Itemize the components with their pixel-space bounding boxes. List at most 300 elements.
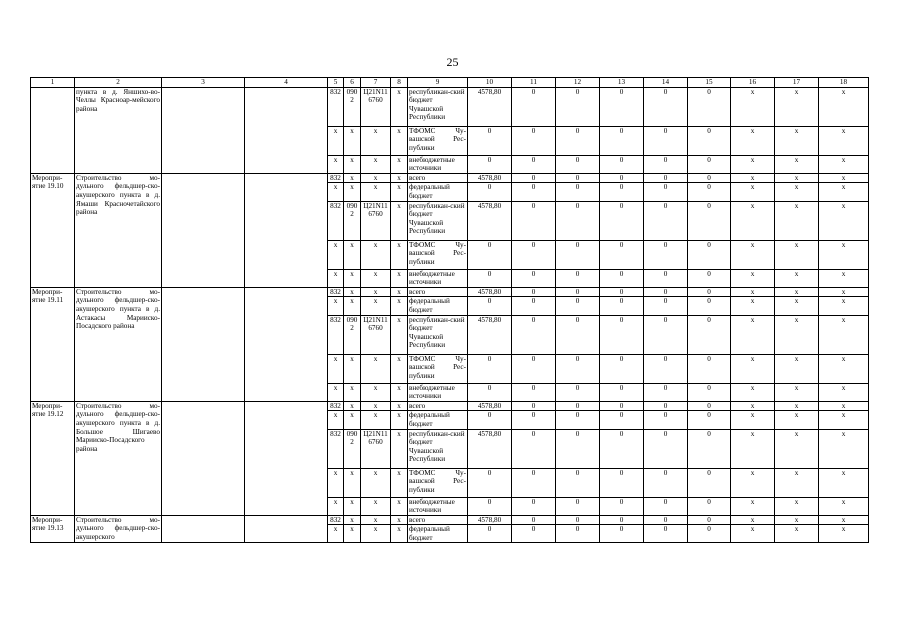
value-c10: 0 <box>468 525 512 543</box>
value-c11: 0 <box>512 183 556 201</box>
col-3-cell <box>162 173 245 287</box>
value-c17: x <box>775 411 819 429</box>
value-c15: 0 <box>688 411 731 429</box>
column-number-11: 11 <box>512 78 556 88</box>
value-c14: 0 <box>644 240 688 269</box>
col-3-cell <box>162 287 245 401</box>
value-c15: 0 <box>688 297 731 315</box>
value-c14: 0 <box>644 411 688 429</box>
value-c14: 0 <box>644 383 688 401</box>
value-c13: 0 <box>600 287 644 297</box>
section-code: x <box>344 297 361 315</box>
value-c16: x <box>731 383 775 401</box>
column-number-3: 3 <box>162 78 245 88</box>
value-c12: 0 <box>556 354 600 383</box>
column-number-5: 5 <box>328 78 344 88</box>
expense-type-code: x <box>391 383 408 401</box>
value-c18: x <box>819 525 869 543</box>
value-c15: 0 <box>688 287 731 297</box>
funding-source: федеральный бюджет <box>408 525 468 543</box>
target-article-code: x <box>361 525 391 543</box>
funding-source: федеральный бюджет <box>408 411 468 429</box>
funding-source: ТФОМС Чу-вашской Рес-публики <box>408 468 468 497</box>
funding-source: всего <box>408 287 468 297</box>
value-c15: 0 <box>688 201 731 240</box>
table-row <box>31 87 869 126</box>
value-c16: x <box>731 269 775 287</box>
value-c17: x <box>775 126 819 155</box>
value-c17: x <box>775 87 819 126</box>
section-code: x <box>344 269 361 287</box>
column-number-14: 14 <box>644 78 688 88</box>
expense-type-code: x <box>391 497 408 515</box>
value-c11: 0 <box>512 401 556 411</box>
value-c16: x <box>731 525 775 543</box>
target-article-code: x <box>361 173 391 183</box>
value-c15: 0 <box>688 401 731 411</box>
value-c13: 0 <box>600 173 644 183</box>
value-c18: x <box>819 183 869 201</box>
value-c17: x <box>775 297 819 315</box>
table-row <box>31 173 869 183</box>
value-c13: 0 <box>600 201 644 240</box>
value-c12: 0 <box>556 497 600 515</box>
value-c14: 0 <box>644 429 688 468</box>
funding-source: республикан-ский бюджет Чувашской Республики <box>408 429 468 468</box>
value-c17: x <box>775 525 819 543</box>
section-code: x <box>344 173 361 183</box>
value-c11: 0 <box>512 155 556 173</box>
value-c16: x <box>731 183 775 201</box>
value-c10: 0 <box>468 155 512 173</box>
target-article-code: x <box>361 411 391 429</box>
target-article-code: Ц21N11 6760 <box>361 429 391 468</box>
section-code: x <box>344 515 361 525</box>
value-c12: 0 <box>556 468 600 497</box>
expense-type-code: x <box>391 354 408 383</box>
value-c18: x <box>819 126 869 155</box>
value-c12: 0 <box>556 269 600 287</box>
value-c17: x <box>775 201 819 240</box>
value-c14: 0 <box>644 155 688 173</box>
value-c14: 0 <box>644 183 688 201</box>
target-article-code: x <box>361 126 391 155</box>
value-c12: 0 <box>556 287 600 297</box>
value-c18: x <box>819 201 869 240</box>
section-code: x <box>344 468 361 497</box>
value-c15: 0 <box>688 183 731 201</box>
target-article-code: Ц21N11 6760 <box>361 87 391 126</box>
value-c13: 0 <box>600 240 644 269</box>
grbs-code: x <box>328 525 344 543</box>
col-4-cell <box>245 173 328 287</box>
value-c15: 0 <box>688 155 731 173</box>
section-code: 0902 <box>344 315 361 354</box>
value-c13: 0 <box>600 155 644 173</box>
value-c16: x <box>731 497 775 515</box>
value-c10: 0 <box>468 354 512 383</box>
value-c10: 4578,80 <box>468 429 512 468</box>
expense-type-code: x <box>391 240 408 269</box>
funding-source: республикан-ский бюджет Чувашской Республики <box>408 87 468 126</box>
value-c11: 0 <box>512 315 556 354</box>
value-c16: x <box>731 201 775 240</box>
value-c16: x <box>731 515 775 525</box>
value-c11: 0 <box>512 525 556 543</box>
expense-type-code: x <box>391 173 408 183</box>
target-article-code: x <box>361 183 391 201</box>
value-c16: x <box>731 429 775 468</box>
col-4-cell <box>245 87 328 173</box>
funding-source: внебюджетные источники <box>408 269 468 287</box>
value-c11: 0 <box>512 240 556 269</box>
value-c15: 0 <box>688 525 731 543</box>
activity-label <box>31 87 75 173</box>
column-number-1: 1 <box>31 78 75 88</box>
value-c15: 0 <box>688 315 731 354</box>
value-c11: 0 <box>512 287 556 297</box>
grbs-code: x <box>328 468 344 497</box>
value-c15: 0 <box>688 269 731 287</box>
value-c10: 0 <box>468 269 512 287</box>
value-c13: 0 <box>600 525 644 543</box>
target-article-code: x <box>361 240 391 269</box>
activity-label: Меропри-ятие 19.12 <box>31 401 75 515</box>
value-c18: x <box>819 383 869 401</box>
value-c15: 0 <box>688 429 731 468</box>
value-c18: x <box>819 240 869 269</box>
value-c18: x <box>819 411 869 429</box>
grbs-code: x <box>328 183 344 201</box>
funding-source: всего <box>408 173 468 183</box>
value-c10: 0 <box>468 497 512 515</box>
col-3-cell <box>162 401 245 515</box>
value-c15: 0 <box>688 515 731 525</box>
value-c14: 0 <box>644 126 688 155</box>
funding-source: федеральный бюджет <box>408 183 468 201</box>
funding-source: республикан-ский бюджет Чувашской Республики <box>408 315 468 354</box>
value-c12: 0 <box>556 87 600 126</box>
value-c13: 0 <box>600 354 644 383</box>
value-c18: x <box>819 287 869 297</box>
value-c10: 4578,80 <box>468 315 512 354</box>
value-c16: x <box>731 87 775 126</box>
value-c14: 0 <box>644 87 688 126</box>
expense-type-code: x <box>391 515 408 525</box>
value-c14: 0 <box>644 401 688 411</box>
activity-description: Строительство мо-дульного фельдшер-ско-акушерского пункта в д. Большое Шигаево Марииско-Посадского района <box>75 401 162 515</box>
col-4-cell <box>245 287 328 401</box>
value-c10: 0 <box>468 126 512 155</box>
value-c17: x <box>775 468 819 497</box>
target-article-code: Ц21N11 6760 <box>361 315 391 354</box>
value-c13: 0 <box>600 87 644 126</box>
expense-type-code: x <box>391 87 408 126</box>
column-number-12: 12 <box>556 78 600 88</box>
grbs-code: x <box>328 354 344 383</box>
value-c10: 0 <box>468 411 512 429</box>
value-c18: x <box>819 87 869 126</box>
section-code: x <box>344 240 361 269</box>
value-c12: 0 <box>556 411 600 429</box>
value-c13: 0 <box>600 315 644 354</box>
value-c13: 0 <box>600 411 644 429</box>
value-c11: 0 <box>512 87 556 126</box>
budget-table <box>30 77 869 543</box>
value-c15: 0 <box>688 497 731 515</box>
col-3-cell <box>162 87 245 173</box>
grbs-code: 832 <box>328 429 344 468</box>
page-number: 25 <box>446 55 459 69</box>
value-c17: x <box>775 354 819 383</box>
value-c15: 0 <box>688 126 731 155</box>
section-code: x <box>344 401 361 411</box>
value-c18: x <box>819 297 869 315</box>
section-code: x <box>344 411 361 429</box>
activity-label: Меропри-ятие 19.11 <box>31 287 75 401</box>
funding-source: федеральный бюджет <box>408 297 468 315</box>
value-c14: 0 <box>644 201 688 240</box>
expense-type-code: x <box>391 155 408 173</box>
funding-source: республикан-ский бюджет Чувашской Республики <box>408 201 468 240</box>
column-number-10: 10 <box>468 78 512 88</box>
table-row <box>31 287 869 297</box>
funding-source: ТФОМС Чу-вашской Рес-публики <box>408 126 468 155</box>
value-c13: 0 <box>600 468 644 497</box>
value-c11: 0 <box>512 515 556 525</box>
column-number-17: 17 <box>775 78 819 88</box>
value-c18: x <box>819 468 869 497</box>
target-article-code: x <box>361 354 391 383</box>
section-code: x <box>344 497 361 515</box>
target-article-code: Ц21N11 6760 <box>361 201 391 240</box>
grbs-code: 832 <box>328 315 344 354</box>
value-c18: x <box>819 429 869 468</box>
funding-source: всего <box>408 401 468 411</box>
column-number-18: 18 <box>819 78 869 88</box>
value-c12: 0 <box>556 515 600 525</box>
value-c16: x <box>731 287 775 297</box>
value-c17: x <box>775 287 819 297</box>
expense-type-code: x <box>391 183 408 201</box>
value-c18: x <box>819 173 869 183</box>
value-c16: x <box>731 126 775 155</box>
value-c14: 0 <box>644 297 688 315</box>
column-number-15: 15 <box>688 78 731 88</box>
table-row <box>31 515 869 525</box>
grbs-code: 832 <box>328 173 344 183</box>
value-c10: 4578,80 <box>468 287 512 297</box>
target-article-code: x <box>361 297 391 315</box>
value-c18: x <box>819 155 869 173</box>
value-c13: 0 <box>600 183 644 201</box>
value-c12: 0 <box>556 315 600 354</box>
value-c10: 0 <box>468 183 512 201</box>
grbs-code: 832 <box>328 87 344 126</box>
value-c15: 0 <box>688 87 731 126</box>
value-c10: 4578,80 <box>468 201 512 240</box>
value-c12: 0 <box>556 429 600 468</box>
col-4-cell <box>245 515 328 543</box>
section-code: x <box>344 354 361 383</box>
value-c10: 0 <box>468 297 512 315</box>
value-c13: 0 <box>600 297 644 315</box>
value-c17: x <box>775 240 819 269</box>
target-article-code: x <box>361 269 391 287</box>
target-article-code: x <box>361 155 391 173</box>
activity-description: Строительство мо-дульного фельдшер-ско-акушерского пункта в д. Астакасы Марииско-Посадского района <box>75 287 162 401</box>
column-number-7: 7 <box>361 78 391 88</box>
value-c10: 4578,80 <box>468 401 512 411</box>
grbs-code: x <box>328 383 344 401</box>
expense-type-code: x <box>391 401 408 411</box>
value-c12: 0 <box>556 401 600 411</box>
value-c10: 4578,80 <box>468 173 512 183</box>
value-c17: x <box>775 429 819 468</box>
value-c13: 0 <box>600 269 644 287</box>
section-code: 0902 <box>344 429 361 468</box>
value-c11: 0 <box>512 497 556 515</box>
value-c15: 0 <box>688 468 731 497</box>
value-c17: x <box>775 315 819 354</box>
value-c13: 0 <box>600 429 644 468</box>
value-c16: x <box>731 297 775 315</box>
value-c13: 0 <box>600 515 644 525</box>
value-c13: 0 <box>600 497 644 515</box>
value-c13: 0 <box>600 383 644 401</box>
activity-description: Строительство мо-дульного фельдшер-ско-акушерского пункта в д. Ямаши Красночетайского района <box>75 173 162 287</box>
value-c16: x <box>731 354 775 383</box>
section-code: 0902 <box>344 201 361 240</box>
grbs-code: 832 <box>328 515 344 525</box>
target-article-code: x <box>361 383 391 401</box>
expense-type-code: x <box>391 525 408 543</box>
col-4-cell <box>245 401 328 515</box>
column-number-16: 16 <box>731 78 775 88</box>
value-c10: 0 <box>468 383 512 401</box>
value-c12: 0 <box>556 183 600 201</box>
value-c14: 0 <box>644 315 688 354</box>
activity-label: Меропри-ятие 19.10 <box>31 173 75 287</box>
value-c14: 0 <box>644 354 688 383</box>
activity-label: Меропри-ятие 19.13 <box>31 515 75 543</box>
expense-type-code: x <box>391 411 408 429</box>
value-c12: 0 <box>556 297 600 315</box>
expense-type-code: x <box>391 468 408 497</box>
value-c15: 0 <box>688 173 731 183</box>
funding-source: внебюджетные источники <box>408 497 468 515</box>
value-c16: x <box>731 401 775 411</box>
grbs-code: x <box>328 155 344 173</box>
value-c12: 0 <box>556 126 600 155</box>
funding-source: ТФОМС Чу-вашской Рес-публики <box>408 354 468 383</box>
grbs-code: 832 <box>328 201 344 240</box>
value-c17: x <box>775 383 819 401</box>
value-c11: 0 <box>512 297 556 315</box>
value-c11: 0 <box>512 383 556 401</box>
value-c16: x <box>731 240 775 269</box>
grbs-code: x <box>328 297 344 315</box>
value-c14: 0 <box>644 269 688 287</box>
value-c12: 0 <box>556 173 600 183</box>
value-c17: x <box>775 183 819 201</box>
header-row <box>31 78 869 88</box>
value-c16: x <box>731 155 775 173</box>
value-c11: 0 <box>512 429 556 468</box>
column-number-4: 4 <box>245 78 328 88</box>
funding-source: внебюджетные источники <box>408 155 468 173</box>
value-c18: x <box>819 354 869 383</box>
expense-type-code: x <box>391 429 408 468</box>
grbs-code: 832 <box>328 287 344 297</box>
column-number-8: 8 <box>391 78 408 88</box>
grbs-code: x <box>328 126 344 155</box>
expense-type-code: x <box>391 201 408 240</box>
column-number-2: 2 <box>75 78 162 88</box>
value-c12: 0 <box>556 201 600 240</box>
section-code: x <box>344 525 361 543</box>
section-code: 0902 <box>344 87 361 126</box>
value-c16: x <box>731 315 775 354</box>
grbs-code: x <box>328 497 344 515</box>
value-c17: x <box>775 515 819 525</box>
value-c15: 0 <box>688 240 731 269</box>
value-c10: 4578,80 <box>468 515 512 525</box>
value-c12: 0 <box>556 383 600 401</box>
expense-type-code: x <box>391 315 408 354</box>
value-c15: 0 <box>688 383 731 401</box>
section-code: x <box>344 155 361 173</box>
value-c17: x <box>775 497 819 515</box>
value-c11: 0 <box>512 354 556 383</box>
expense-type-code: x <box>391 297 408 315</box>
section-code: x <box>344 126 361 155</box>
activity-description: Строительство мо-дульного фельдшер-ско-акушерского <box>75 515 162 543</box>
activity-description: пункта в д. Яншихо-во-Челлы Красноар-мейского района <box>75 87 162 173</box>
value-c17: x <box>775 269 819 287</box>
value-c16: x <box>731 468 775 497</box>
grbs-code: x <box>328 411 344 429</box>
value-c12: 0 <box>556 525 600 543</box>
value-c14: 0 <box>644 525 688 543</box>
value-c18: x <box>819 497 869 515</box>
value-c15: 0 <box>688 354 731 383</box>
grbs-code: x <box>328 240 344 269</box>
value-c17: x <box>775 173 819 183</box>
value-c18: x <box>819 515 869 525</box>
value-c11: 0 <box>512 269 556 287</box>
target-article-code: x <box>361 468 391 497</box>
value-c14: 0 <box>644 287 688 297</box>
value-c14: 0 <box>644 468 688 497</box>
grbs-code: 832 <box>328 401 344 411</box>
value-c17: x <box>775 155 819 173</box>
value-c16: x <box>731 411 775 429</box>
target-article-code: x <box>361 401 391 411</box>
target-article-code: x <box>361 287 391 297</box>
value-c12: 0 <box>556 155 600 173</box>
grbs-code: x <box>328 269 344 287</box>
value-c18: x <box>819 269 869 287</box>
expense-type-code: x <box>391 126 408 155</box>
value-c11: 0 <box>512 468 556 497</box>
value-c10: 0 <box>468 240 512 269</box>
target-article-code: x <box>361 497 391 515</box>
value-c13: 0 <box>600 126 644 155</box>
value-c11: 0 <box>512 126 556 155</box>
column-number-13: 13 <box>600 78 644 88</box>
value-c14: 0 <box>644 497 688 515</box>
